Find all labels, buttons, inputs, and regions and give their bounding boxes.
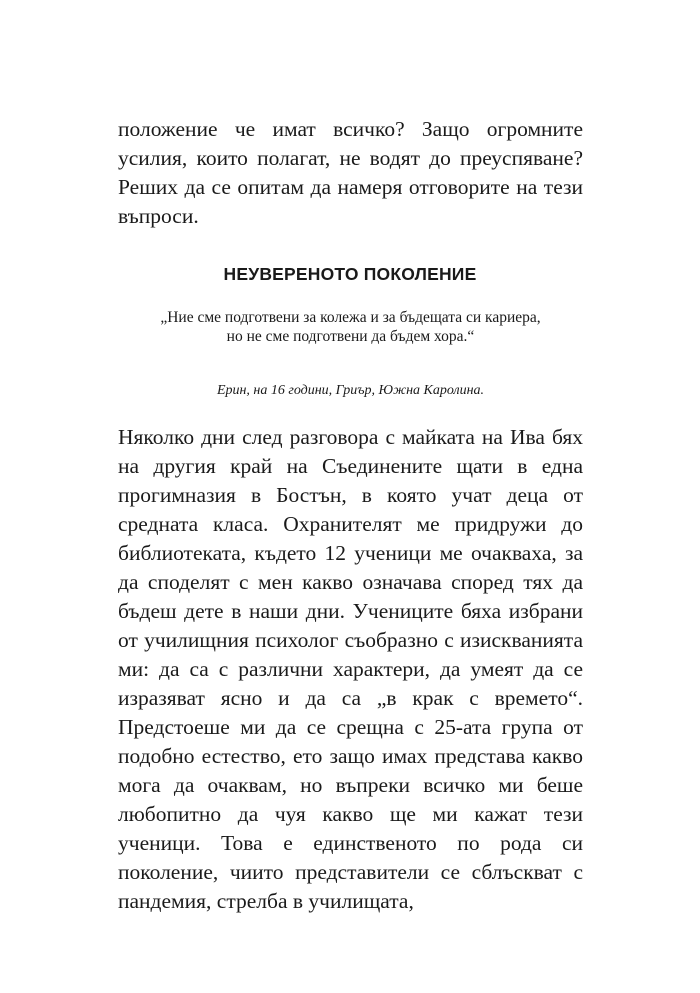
epigraph-attribution: Ерин, на 16 години, Гриър, Южна Каролина.: [216, 383, 485, 398]
paragraph-continued: положение че имат всичко? Защо огромните усилия, които полагат, не водят до преуспяване? Реших да се опитам да намеря отговорите на тези въпроси.: [118, 117, 583, 228]
section-heading: НЕУВЕРЕНОТО ПОКОЛЕНИЕ: [223, 264, 477, 284]
epigraph-line-1: „Ние сме подготвени за колежа и за бъдещата си кариера,: [160, 309, 541, 326]
epigraph-quote: [118, 308, 583, 346]
paragraph-main: Няколко дни след разговора с майката на Ива бях на другия край на Съединените щати в една прогимназия в Бостън, в която учат деца от средната класа. Охранителят ме придружи до библиотеката, където 12 ученици ме очакваха, за да споделят с мен какво означава според тях да бъдеш дете в наши дни. Учениците бяха избрани от училищния психолог съобразно с изискванията ми: да са с различни характери, да умеят да се изразяват ясно и да са „в крак с времето“. Предстоеше ми да се срещна с 25-ата група от подобно естество, ето защо имах представа какво мога да очаквам, но въпреки всичко ми беше любопитно да чуя какво ще ми кажат тези ученици. Това е единственото по рода си поколение, чиито представители се сблъскват с пандемия, стрелба в училищата,: [118, 425, 583, 913]
epigraph-line-2: но не сме подготвени да бъдем хора.“: [226, 328, 475, 345]
